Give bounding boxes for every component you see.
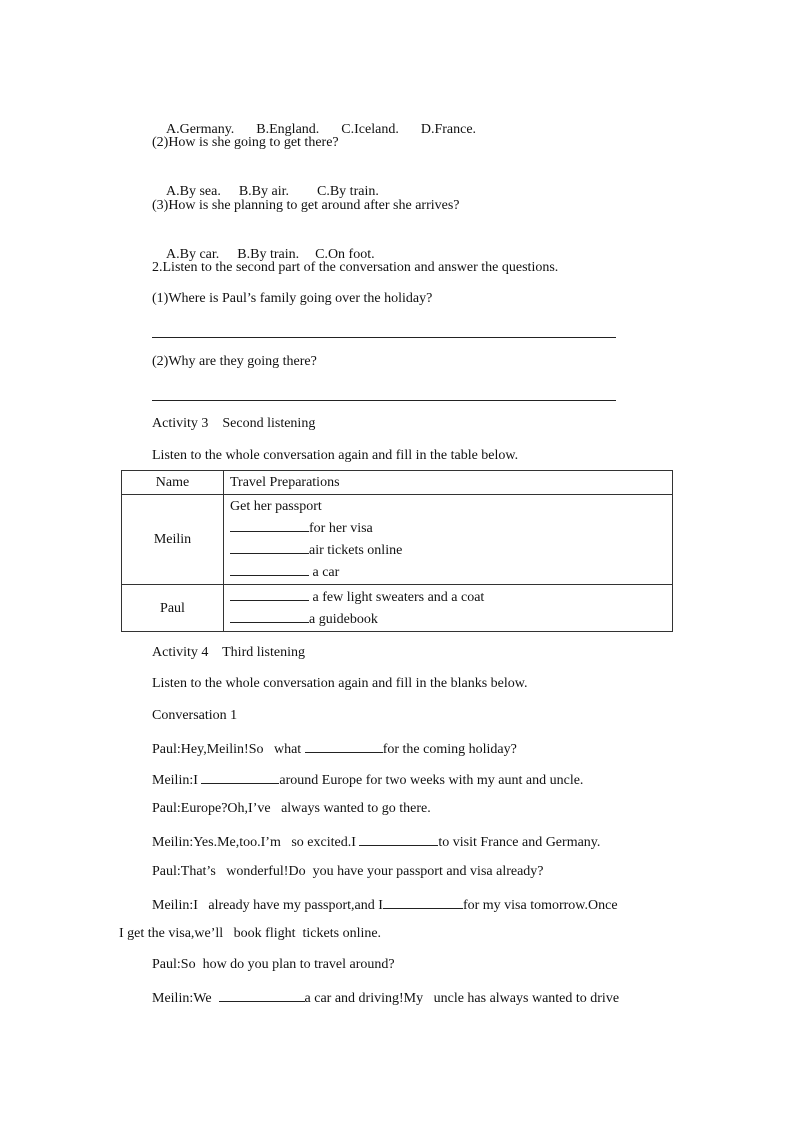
fill-blank[interactable] [201, 769, 279, 784]
q1-option-d: D.France. [420, 122, 477, 137]
fill-blank[interactable] [383, 894, 463, 909]
prep-item: a guidebook [230, 608, 666, 630]
activity-3-instruction: Listen to the whole conversation again and fill in the table below. [152, 448, 519, 463]
dialogue-line-continuation: I get the visa,we’ll book flight tickets online. [119, 926, 382, 941]
q2-option-c: C.By train. [317, 184, 379, 199]
answer-line-1[interactable] [152, 337, 616, 338]
q1-option-c: C.Iceland. [341, 122, 399, 137]
table-header-row [122, 471, 673, 495]
row-name-meilin: Meilin [122, 495, 224, 585]
dialogue-line: Paul:Europe?Oh,I’ve always wanted to go there. [152, 801, 431, 816]
header-travel-preparations: Travel Preparations [224, 471, 673, 495]
q3-option-a: A.By car. [166, 247, 220, 262]
header-name: Name [122, 471, 224, 495]
paul-preparations [224, 585, 673, 632]
fill-blank[interactable] [230, 539, 309, 554]
activity-4-instruction: Listen to the whole conversation again and fill in the blanks below. [152, 676, 528, 691]
answer-line-2[interactable] [152, 400, 616, 401]
dialogue-line: Meilin:I around Europe for two weeks with my aunt and uncle. [152, 769, 583, 790]
dialogue-line: Meilin:I already have my passport,and I for my visa tomorrow.Once [152, 894, 618, 915]
dialogue-line: Meilin:Yes.Me,too.I’m so excited.I to visit France and Germany. [152, 831, 600, 852]
q2-option-a: A.By sea. [166, 184, 221, 199]
fill-blank[interactable] [219, 987, 305, 1002]
prep-item: Get her passport [230, 499, 322, 514]
prep-item: a few light sweaters and a coat [230, 586, 666, 608]
question-3: (3)How is she planning to get around after she arrives? [152, 198, 460, 213]
fill-blank[interactable] [230, 561, 309, 576]
q1-option-b: B.England. [256, 122, 320, 137]
fill-blank[interactable] [230, 517, 309, 532]
q3-option-b: B.By train. [237, 247, 300, 262]
meilin-preparations [224, 495, 673, 585]
task-2-question-2: (2)Why are they going there? [152, 354, 317, 369]
activity-3-title: Activity 3 Second listening [152, 416, 316, 431]
dialogue-line: Paul:Hey,Meilin!So what for the coming holiday? [152, 738, 517, 759]
q2-option-b: B.By air. [238, 184, 289, 199]
dialogue-line: Paul:So how do you plan to travel around? [152, 957, 395, 972]
dialogue-line: Meilin:We a car and driving!My uncle has always wanted to drive [152, 987, 619, 1008]
fill-blank[interactable] [305, 738, 383, 753]
task-2-question-1: (1)Where is Paul’s family going over the holiday? [152, 291, 433, 306]
dialogue-line: Paul:That’s wonderful!Do you have your passport and visa already? [152, 864, 544, 879]
activity-4-title: Activity 4 Third listening [152, 645, 305, 660]
travel-preparations-table [121, 470, 673, 632]
prep-item: air tickets online [230, 539, 666, 561]
prep-item: for her visa [230, 517, 666, 539]
fill-blank[interactable] [230, 608, 309, 623]
q3-option-c: C.On foot. [315, 247, 375, 262]
table-row [122, 495, 673, 585]
fill-blank[interactable] [359, 831, 438, 846]
prep-item: a car [230, 561, 666, 583]
row-name-paul: Paul [122, 585, 224, 632]
table-row [122, 585, 673, 632]
task-2-instruction: 2.Listen to the second part of the conversation and answer the questions. [152, 260, 559, 275]
question-2: (2)How is she going to get there? [152, 135, 339, 150]
q1-option-a: A.Germany. [166, 122, 235, 137]
conversation-label: Conversation 1 [152, 708, 238, 723]
fill-blank[interactable] [230, 586, 309, 601]
